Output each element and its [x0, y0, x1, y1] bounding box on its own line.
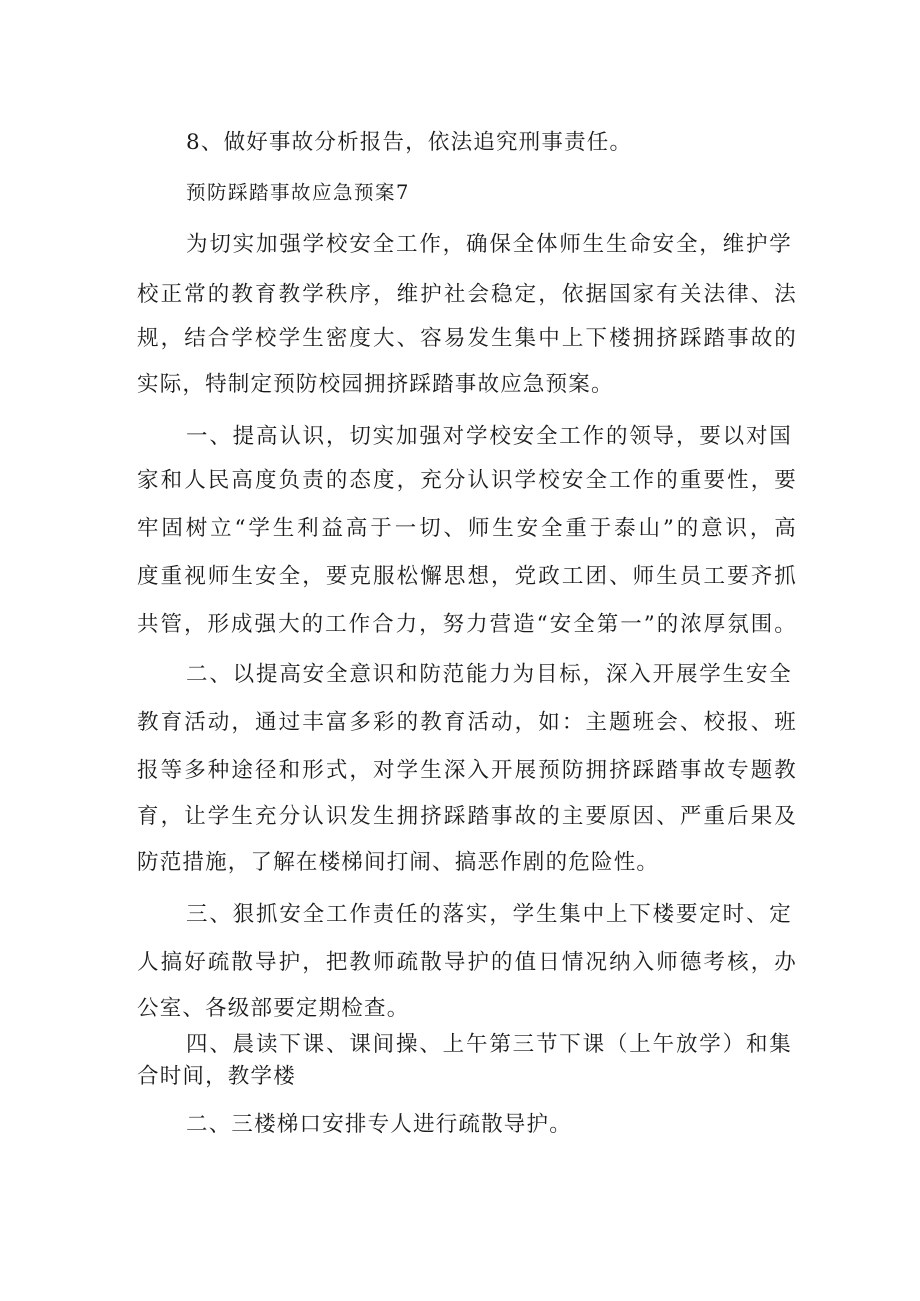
paragraph-line: 防范措施，了解在楼梯间打闹、搞恶作剧的危险性。 — [137, 850, 660, 875]
paragraph-line: 规，结合学校学生密度大、容易发生集中上下楼拥挤踩踏事故的 — [137, 326, 797, 351]
paragraph-line: 校正常的教育教学秩序，维护社会稳定，依据国家有关法律、法 — [137, 282, 797, 307]
paragraph-line: 三、狠抓安全工作责任的落实，学生集中上下楼要定时、定 — [186, 902, 792, 927]
paragraph-line: 合时间，教学楼 — [137, 1064, 296, 1089]
section-title: 预防踩踏事故应急预案7 — [186, 181, 410, 204]
paragraph-line: 共管，形成强大的工作合力，努力营造“安全第一”的浓厚氛围。 — [137, 612, 797, 637]
paragraph-line: 一、提高认识，切实加强对学校安全工作的领导，要以对国 — [186, 424, 792, 449]
paragraph-line: 家和人民高度负责的态度，充分认识学校安全工作的重要性，要 — [137, 468, 797, 493]
paragraph-line: 牢固树立“学生利益高于一切、师生安全重于泰山”的意识，高 — [137, 516, 797, 541]
paragraph-line: 四、晨读下课、课间操、上午第三节下课（上午放学）和集 — [186, 1032, 792, 1057]
paragraph-line: 二、三楼梯口安排专人进行疏散导护。 — [186, 1112, 572, 1137]
paragraph-line: 公室、各级部要定期检查。 — [137, 996, 410, 1021]
paragraph-line: 8、做好事故分析报告，依法追究刑事责任。 — [186, 130, 633, 155]
paragraph-line: 人搞好疏散导护，把教师疏散导护的值日情况纳入师德考核，办 — [137, 950, 797, 975]
paragraph-line: 育，让学生充分认识发生拥挤踩踏事故的主要原因、严重后果及 — [137, 804, 797, 829]
paragraph-line: 报等多种途径和形式，对学生深入开展预防拥挤踩踏事故专题教 — [137, 758, 797, 783]
paragraph-line: 度重视师生安全，要克服松懈思想，党政工团、师生员工要齐抓 — [137, 564, 797, 589]
paragraph-line: 教育活动，通过丰富多彩的教育活动，如：主题班会、校报、班 — [137, 710, 797, 735]
paragraph-line: 为切实加强学校安全工作，确保全体师生生命安全，维护学 — [186, 232, 792, 257]
paragraph-line: 实际，特制定预防校园拥挤踩踏事故应急预案。 — [137, 372, 614, 397]
paragraph-line: 二、以提高安全意识和防范能力为目标，深入开展学生安全 — [186, 662, 792, 687]
